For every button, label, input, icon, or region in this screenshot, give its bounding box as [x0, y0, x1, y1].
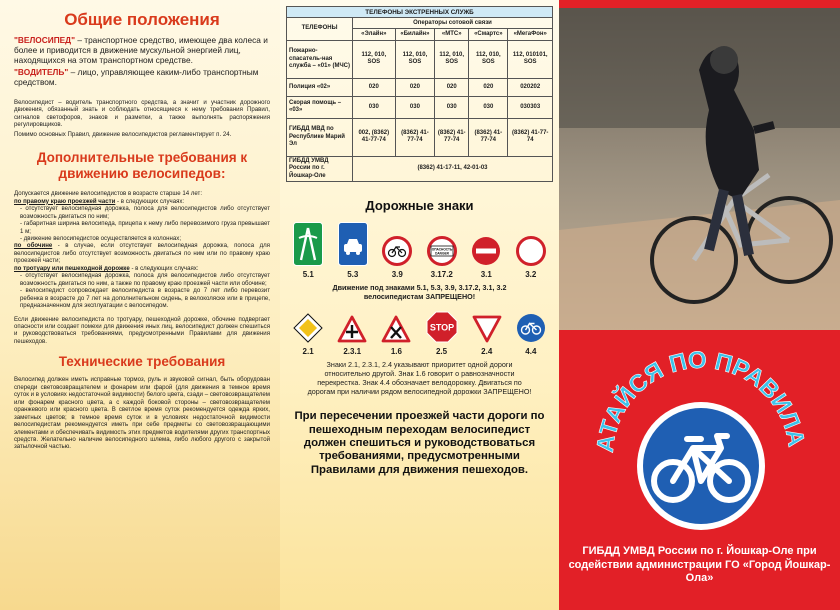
- table-cell: 020: [395, 78, 435, 96]
- sign-3-9: [382, 236, 412, 279]
- signs-title: Дорожные знаки: [365, 198, 474, 214]
- table-cell: 030303: [508, 96, 553, 118]
- shoulder-tail: - в случае, если отсутствует велосипедная дорожка, полоса для велосипедистов либо отсутствует возможность двигаться по ним или по правому краю проезжей части;: [14, 242, 270, 265]
- sign-4-4: [516, 313, 546, 356]
- emergency-phones-table: [286, 6, 553, 182]
- definitions: [14, 35, 270, 87]
- row-label: Скорая помощь – «03»: [287, 96, 353, 118]
- danger-sub-label: DANGER: [434, 251, 449, 256]
- motorway-sign-icon: [293, 222, 323, 266]
- table-cell: 002, (8362) 41-77-74: [353, 118, 396, 156]
- table-row: [287, 40, 553, 78]
- sign-2-3-1: [337, 315, 367, 356]
- table-row: [287, 118, 553, 156]
- danger-sign-icon: [427, 236, 457, 266]
- bullet-width: - габаритная ширина велосипеда, прицепа к нему либо перевозимого груза превышает 1 м;: [20, 220, 270, 235]
- paragraph-rule24: Помимо основных Правил, движение велосипедистов регламентирует п. 24.: [14, 130, 232, 138]
- panel-general-rules: [0, 0, 280, 610]
- equal-crossing-sign-icon: [381, 315, 411, 343]
- table-cell: 112, 010, SOS: [435, 40, 469, 78]
- additional-intro: Допускается движение велосипедистов в возрасте старше 14 лет:: [14, 190, 203, 198]
- definition-bicycle: [14, 35, 270, 66]
- paragraph-dismount: Если движение велосипедиста по тротуару, пешеходной дорожке, обочине подвергает опасности или создает помехи для движения иных лиц, велосипедист должен спешиться и руководствоваться требованиями, предусмотренными Правилами для движения пешеходов.: [14, 315, 270, 345]
- stop-label: STOP: [429, 322, 454, 333]
- cover-footer: ГИБДД УМВД России по г. Йошкар-Оле при содействии администрации ГО «Город Йошкар-Ола»: [568, 545, 831, 584]
- note-priority: Знаки 2.1, 2.3.1, 2.4 указывают приоритет одной дороги относительно другой. Знак 1.6 говорит о равнозначности перекрестка. Знак 4.4 обозначает велодорожку. Двигаться по дорогам при наличии рядом велосипедной дорожки ЗАПРЕЩЕНО!: [307, 360, 532, 397]
- col-operators: Операторы сотовой связи: [353, 18, 553, 29]
- sign-code: 3.9: [391, 270, 403, 280]
- sign-code: 5.1: [302, 270, 314, 280]
- stop-sign-icon: [426, 311, 458, 343]
- sign-code: 1.6: [390, 347, 402, 357]
- panel-cover: [559, 0, 840, 610]
- slogan-text: АТАЙСЯ ПО ПРАВИЛА: [591, 346, 810, 454]
- shoulder-label: по обочине: [14, 242, 53, 250]
- note-prohibited: Движение под знаками 5.1, 5.3, 3.9, 3.17.2, 3.1, 3.2 велосипедистам ЗАПРЕЩЕНО!: [332, 283, 507, 302]
- bullet-child: - велосипедист сопровождает велосипедиста в возрасте до 7 лет либо перевозит ребенка в возрасте до 7 лет на дополнительном сидень, в велоколяске или в прицепе, предназначенном для эксплуатации с велосипедом.: [20, 287, 270, 310]
- table-cell: 112, 010, SOS: [395, 40, 435, 78]
- bullet-columns: - движение велосипедистов осуществляется в колоннах;: [20, 235, 182, 242]
- cover-emblem: [573, 336, 828, 536]
- right-edge-tail: - в следующих случаях:: [115, 197, 185, 205]
- additional-requirements: [14, 190, 270, 345]
- sign-5-3: [338, 222, 368, 279]
- paragraph-technical: Велосипед должен иметь исправные тормоз, руль и звуковой сигнал, быть оборудован спереди световозвращателем и фонарем или фарой (для движения в темное время суток и в условиях недостаточной видимости) белого цвета, сзади – световозвращателем или фонарем красного цвета, а с каждой боковой стороны – световозвращателем оранжевого или красного цвета. В светлое время суток рекомендуется одежда ярких, заметных цветов; в темное время суток и в условиях недостаточной видимости велосипедистам рекомендуется иметь при себе предметы со световозвращающими элементами и обеспечивать видимость этих предметов водителями других транспортных средств. Желательно наличие велосипедного шлема, либо любого другого с закрытой затылочной частью.: [14, 376, 270, 451]
- row-label: ГИБДД УМВД России по г. Йошкар-Оле: [287, 156, 353, 182]
- operator-name: «МегаФон»: [508, 29, 553, 40]
- table-cell: (8362) 41-17-11, 42-01-03: [353, 156, 553, 182]
- sign-2-5: [426, 311, 458, 356]
- table-cell: 030: [435, 96, 469, 118]
- term-bicycle: "ВЕЛОСИПЕД": [14, 35, 76, 45]
- table-row: [287, 156, 553, 182]
- sidewalk-label: по тротуару или пешеходной дорожке: [14, 264, 130, 272]
- sign-code: 4.4: [525, 347, 537, 357]
- sign-code: 3.17.2: [430, 270, 453, 280]
- bullet-no-lane: - отсутствует велосипедная дорожка, полоса для велосипедистов либо отсутствует возможность двигаться по ним;: [20, 205, 270, 220]
- table-row: [287, 96, 553, 118]
- sidewalk-line: [14, 265, 270, 272]
- signs-row-prohibited: [286, 222, 553, 279]
- sign-code: 2.5: [435, 347, 448, 357]
- no-bicycles-sign-icon: [382, 236, 412, 266]
- sign-3-2: [516, 236, 546, 279]
- paragraph-cyclist: Велосипедист – водитель транспортного средства, а значит и участник дорожного движения, обязанный знать и соблюдать относящиеся к нему требования Правил, сигналов светофоров, знаков и разметки, а также выполнять распоряжения регулировщиков.: [14, 99, 270, 129]
- crossing-text: При пересечении проезжей части дороги по пешеходным переходам велосипедист должен спешиться и руководствоваться требованиями, предусмотренными Правилами для движения пешеходов.: [294, 410, 545, 476]
- sign-code: 2.1: [302, 347, 314, 357]
- bicycle-lane-sign-icon: [516, 313, 546, 343]
- title-general: Общие положения: [64, 10, 220, 29]
- panel-phones-and-signs: [280, 0, 559, 610]
- row-label: Пожарно-спасатель-ная служба – «01» (МЧС): [287, 40, 353, 78]
- table-cell: (8362) 41-77-74: [395, 118, 435, 156]
- table-cell: 112, 010, SOS: [353, 40, 396, 78]
- minor-road-sign-icon: [337, 315, 367, 343]
- text-bicycle: – транспортное средство, имеющее два колеса и более и приводится в движение мускульной энергией лиц, находящихся на этом транспортном средстве.: [14, 35, 268, 66]
- table-cell: 020202: [508, 78, 553, 96]
- text-driver: – лицо, управляющее каким-либо транспортным средством.: [14, 66, 259, 87]
- table-cell: 020: [435, 78, 469, 96]
- row-label: Полиция «02»: [287, 78, 353, 96]
- table-cell: 020: [469, 78, 508, 96]
- no-vehicles-sign-icon: [516, 236, 546, 266]
- sidewalk-tail: - в следующих случаях:: [129, 264, 199, 272]
- right-edge-label: по правому краю проезжей части: [14, 197, 116, 205]
- sign-2-4: [472, 315, 502, 356]
- title-technical: Технические требования: [58, 354, 226, 370]
- table-cell: 112, 010, SOS: [469, 40, 508, 78]
- title-additional: Дополнительные требования к движению велосипедов:: [36, 150, 248, 182]
- sign-code: 5.3: [347, 270, 359, 280]
- table-cell: (8362) 41-77-74: [469, 118, 508, 156]
- sign-2-1: [293, 313, 323, 356]
- technical-requirements: [14, 376, 270, 451]
- no-entry-sign-icon: [471, 236, 501, 266]
- table-cell: (8362) 41-77-74: [435, 118, 469, 156]
- table-cell: 112, 010101, SOS: [508, 40, 553, 78]
- give-way-sign-icon: [472, 315, 502, 343]
- danger-label: ОПАСНОСТЬ: [431, 247, 453, 252]
- table-cell: 030: [469, 96, 508, 118]
- definition-driver: [14, 67, 270, 87]
- table-cell: (8362) 41-77-74: [508, 118, 553, 156]
- operator-name: «Билайн»: [395, 29, 435, 40]
- table-cell: 030: [353, 96, 396, 118]
- sign-5-1: [293, 222, 323, 279]
- table-cell: 030: [395, 96, 435, 118]
- sign-code: 2.3.1: [343, 347, 362, 357]
- table-row: [287, 78, 553, 96]
- main-road-sign-icon: [293, 313, 323, 343]
- bullet-no-lane-2: - отсутствует велосипедная дорожка, полоса для велосипедистов либо отсутствует возможность двигаться по ним, а также по правому краю проезжей части или обочине;: [20, 272, 270, 287]
- sign-3-1: [471, 236, 501, 279]
- sign-1-6: [381, 315, 411, 356]
- col-phones: ТЕЛЕФОНЫ: [287, 18, 353, 40]
- operator-name: «Смартс»: [469, 29, 508, 40]
- table-cell: 020: [353, 78, 396, 96]
- right-edge-line: [14, 198, 270, 205]
- signs-row-priority: [286, 311, 553, 356]
- sign-code: 3.1: [480, 270, 492, 280]
- operator-name: «МТС»: [435, 29, 469, 40]
- sign-3-17-2: [427, 236, 457, 279]
- cyclist-photo: [559, 0, 840, 330]
- sign-code: 2.4: [481, 347, 493, 357]
- term-driver: "ВОДИТЕЛЬ": [14, 66, 69, 77]
- operator-name: «Элайн»: [353, 29, 396, 40]
- intro-paragraphs: [14, 99, 270, 138]
- car-road-sign-icon: [338, 222, 368, 266]
- table-title: ТЕЛЕФОНЫ ЭКСТРЕННЫХ СЛУЖБ: [287, 7, 553, 18]
- slogan-emblem: [573, 336, 828, 536]
- shoulder-line: [14, 242, 270, 264]
- sign-code: 3.2: [525, 270, 537, 280]
- row-label: ГИБДД МВД по Республике Марий Эл: [287, 118, 353, 156]
